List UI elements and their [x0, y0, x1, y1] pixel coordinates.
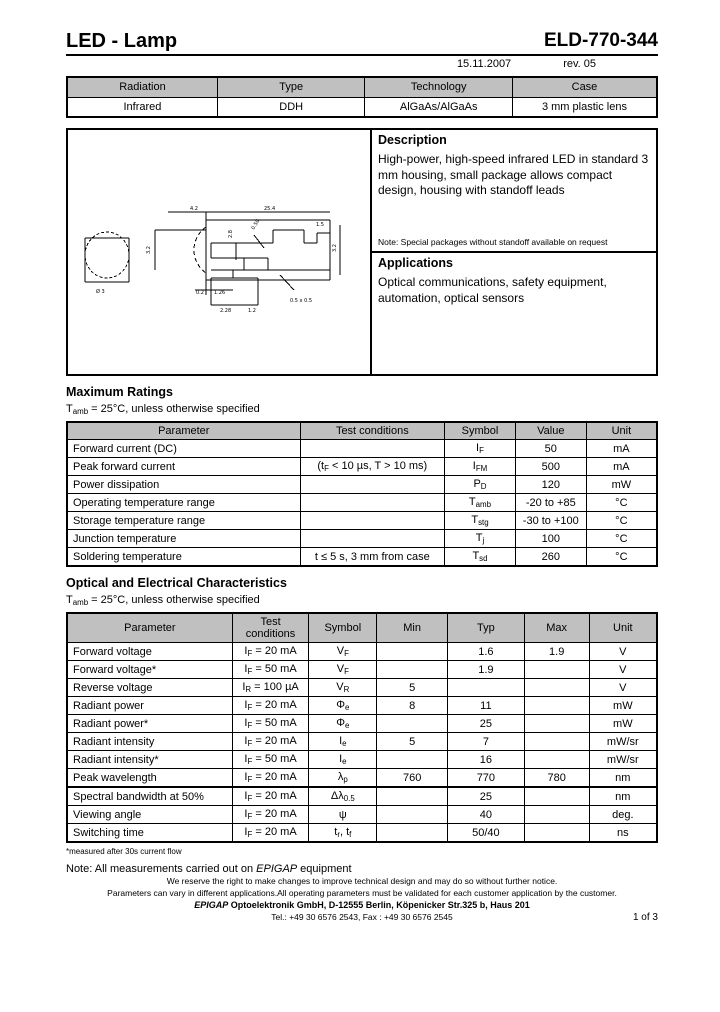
cell-unit: mW [586, 476, 657, 494]
col-header-parameter: Parameter [67, 422, 300, 440]
table-row [67, 751, 657, 769]
cell-parameter: Soldering temperature [67, 548, 300, 566]
description-title: Description [378, 133, 447, 147]
cell-value: -20 to +85 [515, 494, 586, 512]
cell-symbol: VF [309, 643, 377, 661]
cell-symbol: Δλ0.5 [309, 787, 377, 805]
cell-max [524, 715, 589, 733]
cell-test-conditions: IF = 20 mA [232, 787, 309, 805]
cell-parameter: Radiant intensity* [67, 751, 232, 769]
dim-label: 1.5 [316, 222, 324, 228]
cell-typ: 1.9 [448, 661, 525, 679]
applications-box [372, 253, 656, 374]
cell-max [524, 806, 589, 824]
cell-min: 8 [377, 697, 448, 715]
cell-max: 780 [524, 769, 589, 787]
note-prefix: Note: All measurements carried out on [66, 863, 257, 876]
table-row [67, 824, 657, 842]
description-body: High-power, high-speed infrared LED in standard 3 mm housing, small package allows compact design, housing with standoff leads [378, 152, 649, 197]
cell-unit: mW [589, 715, 657, 733]
cell-parameter: Power dissipation [67, 476, 300, 494]
text-panel [372, 130, 656, 374]
cell-typ [448, 679, 525, 697]
cell-value: 500 [515, 458, 586, 476]
table-row [67, 733, 657, 751]
condition-symbol: T [66, 403, 73, 415]
cell-typ: 25 [448, 787, 525, 805]
description-box [372, 130, 656, 253]
cell-parameter: Peak forward current [67, 458, 300, 476]
cell-parameter: Storage temperature range [67, 512, 300, 530]
dim-label: 2.8 [228, 230, 234, 238]
table-row [67, 787, 657, 805]
cell-test-conditions: IR = 100 µA [232, 679, 309, 697]
cell-min [377, 643, 448, 661]
maximum-ratings-body [67, 440, 657, 566]
value-case: 3 mm plastic lens [512, 97, 657, 117]
page-title: LED - Lamp [66, 30, 178, 52]
cell-unit: nm [589, 787, 657, 805]
company-brand: EPIGAP [194, 900, 229, 911]
dim-label: 3.2 [146, 246, 152, 254]
document-header [66, 30, 658, 54]
applications-title: Applications [378, 256, 454, 270]
table-row [67, 661, 657, 679]
cell-unit: mA [586, 440, 657, 458]
cell-symbol: PD [445, 476, 516, 494]
cell-unit: V [589, 661, 657, 679]
cell-max [524, 824, 589, 842]
cell-typ: 7 [448, 733, 525, 751]
table-header-row [67, 422, 657, 440]
dim-label: 2.28 [220, 308, 232, 314]
dim-label: 0.5 x 0.5 [290, 298, 313, 304]
table-row [67, 769, 657, 787]
disclaimer-line-2: Parameters can vary in different applications.All operating parameters must be validated for each customer application by the customer. [107, 888, 617, 899]
characteristics-table [66, 612, 658, 843]
cell-parameter: Junction temperature [67, 530, 300, 548]
cell-parameter: Forward voltage* [67, 661, 232, 679]
cell-parameter: Radiant power [67, 697, 232, 715]
footnote-measurement [66, 863, 658, 875]
cell-test-conditions: IF = 50 mA [232, 661, 309, 679]
sheet-content [66, 30, 658, 923]
cell-min: 5 [377, 679, 448, 697]
cell-min: 5 [377, 733, 448, 751]
cell-value: 260 [515, 548, 586, 566]
cell-typ: 16 [448, 751, 525, 769]
characteristics-body [67, 643, 657, 842]
cell-typ: 50/40 [448, 824, 525, 842]
cell-parameter: Peak wavelength [67, 769, 232, 787]
cell-test-conditions: IF = 50 mA [232, 751, 309, 769]
col-header-value: Value [515, 422, 586, 440]
condition-text: = 25°C, unless otherwise specified [88, 594, 260, 607]
col-header-test-conditions: Test conditions [300, 422, 445, 440]
cell-test-conditions [300, 530, 445, 548]
characteristics-condition [66, 594, 658, 607]
cell-typ: 11 [448, 697, 525, 715]
cell-unit: °C [586, 548, 657, 566]
table-row [67, 679, 657, 697]
max-ratings-heading: Maximum Ratings [66, 385, 173, 399]
note-suffix: equipment [297, 863, 352, 876]
cell-value: 50 [515, 440, 586, 458]
cell-max [524, 661, 589, 679]
cell-symbol: Ie [309, 733, 377, 751]
cell-test-conditions: IF = 20 mA [232, 643, 309, 661]
value-technology: AlGaAs/AlGaAs [365, 97, 513, 117]
package-outline-drawing [68, 130, 368, 374]
table-row [67, 512, 657, 530]
cell-min [377, 715, 448, 733]
cell-unit: °C [586, 512, 657, 530]
cell-unit: deg. [589, 806, 657, 824]
table-row [67, 440, 657, 458]
cell-max [524, 679, 589, 697]
cell-min [377, 661, 448, 679]
cell-parameter: Radiant intensity [67, 733, 232, 751]
col-header-technology: Technology [365, 77, 513, 97]
dim-label: 1.26 [214, 290, 226, 296]
cell-parameter: Reverse voltage [67, 679, 232, 697]
table-row [67, 697, 657, 715]
table-row [67, 458, 657, 476]
condition-text: = 25°C, unless otherwise specified [88, 403, 260, 415]
cell-unit: °C [586, 530, 657, 548]
cell-symbol: Tamb [445, 494, 516, 512]
cell-parameter: Spectral bandwidth at 50% [67, 787, 232, 805]
table-row [67, 548, 657, 566]
page-number: 1 of 3 [632, 912, 658, 924]
table-header-row [67, 77, 657, 97]
company-contact: Tel.: +49 30 6576 2543, Fax : +49 30 6576 2545 [271, 912, 453, 923]
dim-label: Ø 3 [96, 289, 105, 295]
dim-label: 3.2 [332, 244, 338, 252]
dim-label: 0.2 [196, 290, 204, 296]
cell-symbol: tr, tf [309, 824, 377, 842]
cell-value: -30 to +100 [515, 512, 586, 530]
cell-parameter: Forward current (DC) [67, 440, 300, 458]
cell-unit: mW [589, 697, 657, 715]
cell-symbol: Tstg [445, 512, 516, 530]
col-header-unit: Unit [589, 613, 657, 643]
package-drawing-panel [68, 130, 372, 374]
cell-test-conditions: (tF < 10 µs, T > 10 ms) [300, 458, 445, 476]
cell-min [377, 787, 448, 805]
dim-label: 25.4 [264, 206, 276, 212]
brand-name: EPIGAP [256, 863, 298, 876]
cell-typ: 40 [448, 806, 525, 824]
cell-min [377, 824, 448, 842]
product-info-table [66, 76, 658, 118]
col-header-max: Max [524, 613, 589, 643]
drawing-description-block [66, 128, 658, 376]
cell-test-conditions: IF = 20 mA [232, 733, 309, 751]
table-row [67, 530, 657, 548]
cell-value: 120 [515, 476, 586, 494]
table-row [67, 476, 657, 494]
company-address-text: Optoelektronik GmbH, D-12555 Berlin, Köpenicker Str.325 b, Haus 201 [228, 900, 530, 911]
cell-test-conditions [300, 440, 445, 458]
cell-min: 760 [377, 769, 448, 787]
dim-label: 4.2 [190, 206, 198, 212]
footnote-star: *measured after 30s current flow [66, 847, 182, 857]
document-revision: rev. 05 [563, 58, 596, 70]
cell-parameter: Viewing angle [67, 806, 232, 824]
dim-label: 1.2 [248, 308, 256, 314]
cell-parameter: Switching time [67, 824, 232, 842]
cell-symbol: ψ [309, 806, 377, 824]
dim-label: 0.58 [250, 218, 262, 231]
cell-test-conditions: IF = 20 mA [232, 769, 309, 787]
cell-unit: ns [589, 824, 657, 842]
cell-test-conditions: IF = 20 mA [232, 697, 309, 715]
cell-symbol: Φe [309, 715, 377, 733]
cell-symbol: λp [309, 769, 377, 787]
cell-test-conditions [300, 494, 445, 512]
cell-test-conditions: IF = 20 mA [232, 806, 309, 824]
cell-max [524, 697, 589, 715]
cell-min [377, 751, 448, 769]
condition-subscript: amb [72, 406, 89, 416]
col-header-radiation: Radiation [67, 77, 217, 97]
cell-max [524, 751, 589, 769]
condition-subscript: amb [72, 598, 89, 608]
cell-unit: °C [586, 494, 657, 512]
max-ratings-condition [66, 403, 658, 416]
table-row [67, 97, 657, 117]
cell-typ: 770 [448, 769, 525, 787]
cell-symbol: Ie [309, 751, 377, 769]
maximum-ratings-table [66, 421, 658, 567]
cell-symbol: IFM [445, 458, 516, 476]
cell-unit: mA [586, 458, 657, 476]
col-header-parameter: Parameter [67, 613, 232, 643]
cell-parameter: Radiant power* [67, 715, 232, 733]
cell-unit: mW/sr [589, 751, 657, 769]
cell-symbol: Tj [445, 530, 516, 548]
table-row [67, 643, 657, 661]
part-number: ELD-770-344 [543, 30, 658, 51]
col-header-symbol: Symbol [309, 613, 377, 643]
cell-parameter: Forward voltage [67, 643, 232, 661]
cell-test-conditions: IF = 50 mA [232, 715, 309, 733]
table-row [67, 715, 657, 733]
cell-unit: V [589, 643, 657, 661]
cell-test-conditions [300, 476, 445, 494]
col-header-min: Min [377, 613, 448, 643]
cell-symbol: VR [309, 679, 377, 697]
table-row [67, 806, 657, 824]
condition-symbol: T [66, 594, 73, 607]
cell-symbol: Φe [309, 697, 377, 715]
table-row [67, 494, 657, 512]
cell-test-conditions [300, 512, 445, 530]
applications-body: Optical communications, safety equipment, automation, optical sensors [378, 275, 607, 305]
col-header-type: Type [217, 77, 365, 97]
value-radiation: Infrared [67, 97, 217, 117]
cell-max [524, 733, 589, 751]
table-header-row [67, 613, 657, 643]
cell-test-conditions: t ≤ 5 s, 3 mm from case [300, 548, 445, 566]
page-footer [66, 847, 658, 923]
col-header-unit: Unit [586, 422, 657, 440]
characteristics-heading: Optical and Electrical Characteristics [66, 576, 287, 591]
cell-typ: 1.6 [448, 643, 525, 661]
col-header-symbol: Symbol [445, 422, 516, 440]
cell-typ: 25 [448, 715, 525, 733]
description-note: Note: Special packages without standoff available on request [378, 237, 608, 247]
col-header-typ: Typ [448, 613, 525, 643]
cell-test-conditions: IF = 20 mA [232, 824, 309, 842]
cell-symbol: IF [445, 440, 516, 458]
cell-symbol: VF [309, 661, 377, 679]
cell-unit: mW/sr [589, 733, 657, 751]
cell-unit: nm [589, 769, 657, 787]
cell-max [524, 787, 589, 805]
cell-value: 100 [515, 530, 586, 548]
company-address [66, 900, 658, 911]
cell-unit: V [589, 679, 657, 697]
value-type: DDH [217, 97, 365, 117]
col-header-test-conditions: Test conditions [232, 613, 309, 643]
cell-parameter: Operating temperature range [67, 494, 300, 512]
cell-max: 1.9 [524, 643, 589, 661]
cell-min [377, 806, 448, 824]
disclaimer-line-1: We reserve the right to make changes to improve technical design and may do so without further notice. [166, 876, 558, 887]
document-date: 15.11.2007 [456, 58, 512, 70]
header-meta [66, 56, 658, 76]
col-header-case: Case [512, 77, 657, 97]
cell-symbol: Tsd [445, 548, 516, 566]
